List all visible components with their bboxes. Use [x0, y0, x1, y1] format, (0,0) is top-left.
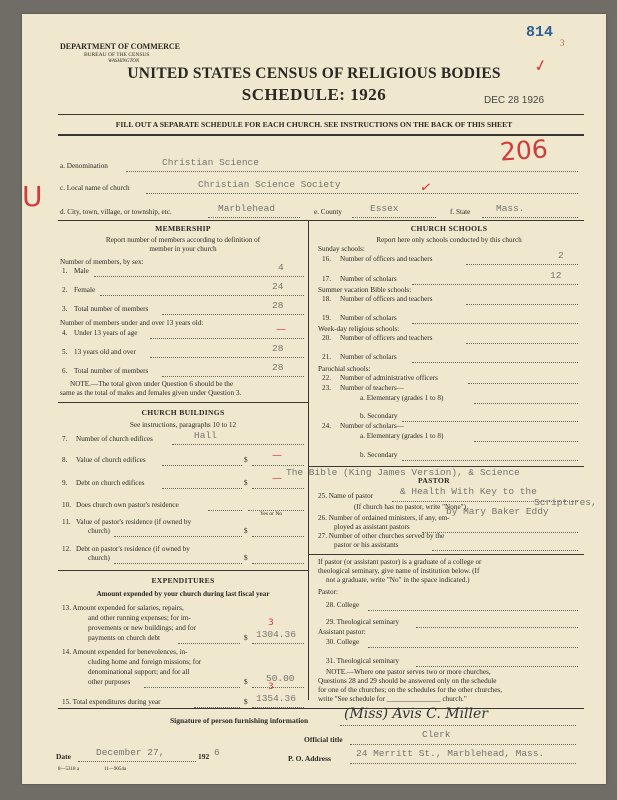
q14-line4: other purposes — [88, 678, 131, 686]
expenditures-sub: Amount expended by your church during last fiscal year — [96, 590, 270, 598]
q6-number: 6. — [62, 367, 68, 375]
q18-label: Number of officers and teachers — [340, 295, 433, 303]
buildings-title: CHURCH BUILDINGS — [141, 408, 225, 417]
q12-line — [114, 563, 242, 564]
pastor-rule — [308, 554, 584, 555]
q4-label: Under 13 years of age — [74, 329, 138, 337]
q17-label: Number of scholars — [340, 275, 397, 283]
q16-value: 2 — [558, 250, 564, 261]
q2-number: 2. — [62, 286, 68, 294]
city-line — [208, 217, 300, 218]
q4-line — [150, 338, 304, 339]
denomination-value: Christian Science — [162, 157, 259, 168]
q15-correction: 3 — [268, 682, 274, 692]
age-intro: Number of members under and over 13 years old: — [60, 319, 204, 327]
po-address-label: P. O. Address — [288, 754, 331, 763]
q8-value: — — [272, 450, 282, 461]
q11-label: Value of pastor's residence (if owned by — [76, 518, 192, 526]
q7-number: 7. — [62, 435, 68, 443]
q25-hint: (If church has no pastor, write "None") — [354, 503, 466, 511]
q3-value: 28 — [272, 300, 284, 311]
q19-line — [412, 323, 578, 324]
q13-line2: and other running expenses; for im- — [88, 614, 191, 622]
q28-label: 28. College — [326, 601, 360, 609]
city: WASHINGTON — [108, 59, 140, 64]
q27-line2: pastor or his assistants — [334, 541, 399, 549]
signature-label: Signature of person furnishing information — [170, 716, 309, 725]
q20-number: 20. — [322, 334, 331, 342]
yes-no-hint: Yes or No — [260, 511, 283, 517]
q30-line — [368, 647, 578, 648]
typed-pastor-line1: The Bible (King James Version), & Science — [286, 467, 520, 478]
q3-line — [162, 314, 304, 315]
check-mark-icon: ✓ — [532, 54, 550, 77]
q24a-line — [474, 441, 578, 442]
date-label: Date — [56, 752, 71, 761]
form-code-1: 8—5318 a — [58, 767, 79, 772]
q10-line — [208, 510, 242, 511]
q26-line — [422, 532, 578, 533]
bureau: BUREAU OF THE CENSUS — [84, 52, 150, 58]
q12-label: Debt on pastor's residence (if owned by — [76, 545, 190, 553]
q14-line1: 14. Amount expended for benevolences, in- — [62, 648, 188, 656]
grad-line2: theological seminary, give name of institution below. (If — [318, 567, 480, 575]
q23-number: 23. — [322, 384, 331, 392]
q7-label: Number of church edifices — [76, 435, 153, 443]
q24-label: Number of scholars— — [340, 422, 404, 430]
q28-line — [368, 610, 578, 611]
q11-dollar: $ — [244, 527, 248, 535]
q13-line4: payments on church debt — [88, 634, 161, 642]
q23a-label: a. Elementary (grades 1 to 8) — [360, 394, 444, 402]
column-divider — [308, 220, 309, 700]
city-label: d. City, town, village, or township, etc. — [60, 208, 172, 216]
q11-line — [114, 536, 242, 537]
q8-label: Value of church edifices — [76, 456, 146, 464]
q14-dollar: $ — [244, 678, 248, 686]
buildings-rule — [58, 570, 308, 571]
church-name-value: Christian Science Society — [198, 179, 341, 190]
q6-line — [162, 376, 304, 377]
date-value: December 27, — [96, 747, 165, 758]
q26-line2: ployed as assistant pastors — [334, 523, 410, 531]
weekday-label: Week-day religious schools: — [318, 325, 400, 333]
form-subtitle: SCHEDULE: 1926 — [241, 85, 387, 104]
city-value: Marblehead — [218, 203, 276, 214]
membership-intro1: Report number of members according to definition of — [105, 236, 261, 244]
denomination-line — [126, 171, 578, 172]
stamp-mark: 3 — [560, 38, 565, 48]
denomination-label: a. Denomination — [60, 162, 108, 170]
bottom-rule — [58, 708, 584, 709]
q26-line1: 26. Number of ordained ministers, if any, em- — [318, 514, 450, 522]
q25-label: 25. Name of pastor — [318, 492, 374, 500]
q21-label: Number of scholars — [340, 353, 397, 361]
q14-line — [144, 687, 240, 688]
q15-label: 15. Total expenditures during year — [62, 698, 161, 706]
department: DEPARTMENT OF COMMERCE — [60, 42, 181, 51]
q24b-line — [402, 460, 578, 461]
q11-number: 11. — [62, 518, 71, 526]
q5-number: 5. — [62, 348, 68, 356]
received-stamp-date: DEC 28 1926 — [484, 95, 545, 106]
q2-line — [100, 295, 304, 296]
q17-number: 17. — [322, 275, 331, 283]
q2-value: 24 — [272, 281, 284, 292]
pastor-note1: NOTE.—Where one pastor serves two or more churches, — [326, 668, 491, 676]
q21-line — [412, 362, 578, 363]
q8-number: 8. — [62, 456, 68, 464]
schools-sub: Report here only schools conducted by this church — [376, 236, 522, 244]
q13-dollar: $ — [244, 634, 248, 642]
handwritten-mark: U — [22, 180, 43, 213]
membership-note2: same as the total of males and females given under Question 3. — [60, 389, 242, 397]
q24b-label: b. Secondary — [360, 451, 398, 459]
q20-label: Number of officers and teachers — [340, 334, 433, 342]
county-value: Essex — [370, 203, 399, 214]
buildings-sub: See instructions, paragraphs 10 to 12 — [129, 421, 237, 429]
q13-line1: 13. Amount expended for salaries, repairs, — [62, 604, 184, 612]
q24a-label: a. Elementary (grades 1 to 8) — [360, 432, 444, 440]
q6-value: 28 — [272, 362, 284, 373]
pastor-title: PASTOR — [418, 476, 450, 485]
membership-intro2: member in your church — [149, 245, 217, 253]
q27-line — [432, 550, 578, 551]
year-value: 6 — [214, 747, 220, 758]
q22-number: 22. — [322, 374, 331, 382]
q13-value: 1304.36 — [256, 629, 296, 640]
q16-label: Number of officers and teachers — [340, 255, 433, 263]
q16-number: 16. — [322, 255, 331, 263]
q1-label: Male — [74, 267, 89, 275]
q7-line — [172, 444, 304, 445]
q17-value: 12 — [550, 270, 562, 281]
assistant-label: Assistant pastor: — [318, 628, 366, 636]
q22-line — [468, 383, 578, 384]
q13-line3: provements or new buildings; and for — [88, 624, 196, 632]
q9-line — [162, 488, 242, 489]
q18-line — [466, 304, 578, 305]
q15-dollar: $ — [244, 698, 248, 706]
official-title-label: Official title — [304, 735, 343, 744]
q22-label: Number of administrative officers — [340, 374, 438, 382]
q10-number: 10. — [62, 501, 71, 509]
membership-note1: NOTE.—The total given under Question 6 should be the — [70, 380, 234, 388]
state-value: Mass. — [496, 203, 525, 214]
q19-number: 19. — [322, 314, 331, 322]
q14-amount-line — [252, 687, 304, 688]
q9-dollar: $ — [244, 479, 248, 487]
typed-pastor-line4: by Mary Baker Eddy — [446, 506, 549, 517]
q9-amount-line — [252, 488, 304, 489]
q11-amount-line — [252, 536, 304, 537]
q11-label2: church) — [88, 527, 110, 535]
q12-dollar: $ — [244, 554, 248, 562]
q6-label: Total number of members — [74, 367, 149, 375]
tick-icon: ✓ — [418, 179, 434, 197]
q1-number: 1. — [62, 267, 68, 275]
q12-number: 12. — [62, 545, 71, 553]
sunday-label: Sunday schools: — [318, 245, 365, 253]
po-address-value: 24 Merritt St., Marblehead, Mass. — [356, 748, 545, 759]
membership-title: MEMBERSHIP — [155, 224, 211, 233]
signature-line — [340, 725, 576, 726]
grad-line3: not a graduate, write "No" in the space indicated.) — [326, 576, 470, 584]
q27-line1: 27. Number of other churches served by the — [318, 532, 445, 540]
q20-line — [466, 343, 578, 344]
q10-label: Does church own pastor's residence — [76, 501, 179, 509]
q23b-line — [402, 421, 578, 422]
q12-amount-line — [252, 563, 304, 564]
q1-value: 4 — [278, 262, 284, 273]
q29-line — [416, 627, 578, 628]
signature-value: (Miss) Avis C. Miller — [344, 706, 488, 722]
q21-number: 21. — [322, 353, 331, 361]
q23a-line — [474, 403, 578, 404]
form-title: UNITED STATES CENSUS OF RELIGIOUS BODIES — [127, 65, 501, 82]
q30-label: 30. College — [326, 638, 360, 646]
q5-line — [150, 357, 304, 358]
q1-line — [94, 276, 304, 277]
q14-line3: denominational support; and for all — [88, 668, 190, 676]
typed-pastor-line2: & Health With Key to the — [400, 486, 537, 497]
date-line — [78, 761, 196, 762]
q13-amount-line — [252, 643, 304, 644]
q16-line — [466, 264, 578, 265]
q14-value: 50.00 — [266, 673, 295, 684]
q2-label: Female — [74, 286, 96, 294]
pastor-note2: Questions 28 and 29 should be answered only on the schedule — [318, 677, 497, 685]
typed-pastor-line3: Scriptures, — [534, 497, 597, 508]
q15-value: 1354.36 — [256, 693, 296, 704]
pastor-note3: for one of the churches; on the schedules for the other churches, — [318, 686, 503, 694]
membership-rule — [58, 402, 308, 403]
q3-number: 3. — [62, 305, 68, 313]
church-name-label: c. Local name of church — [60, 184, 130, 192]
expenditures-title: EXPENDITURES — [151, 576, 215, 585]
q23b-label: b. Secondary — [360, 412, 398, 420]
q31-label: 31. Theological seminary — [326, 657, 400, 665]
q3-label: Total number of members — [74, 305, 149, 313]
q13-line — [178, 643, 240, 644]
official-title-value: Clerk — [422, 729, 451, 740]
county-label: e. County — [314, 208, 342, 216]
q4-number: 4. — [62, 329, 68, 337]
state-label: f. State — [450, 208, 471, 216]
q9-number: 9. — [62, 479, 68, 487]
q23-label: Number of teachers— — [340, 384, 404, 392]
q9-label: Debt on church edifices — [76, 479, 145, 487]
q7-value: Hall — [194, 430, 217, 441]
stamp-number: 814 — [526, 24, 554, 41]
q17-line — [412, 284, 578, 285]
q24-number: 24. — [322, 422, 331, 430]
handwritten-code: 206 — [499, 134, 549, 167]
q12-label2: church) — [88, 554, 110, 562]
by-sex-label: Number of members, by sex: — [60, 258, 144, 266]
q13-correction: 3 — [268, 618, 274, 628]
q18-number: 18. — [322, 295, 331, 303]
year-prefix: 192 — [198, 752, 210, 761]
pastor-note4: write "See schedule for _______________ church." — [318, 695, 467, 703]
q5-label: 13 years old and over — [74, 348, 136, 356]
census-schedule-form — [22, 14, 606, 784]
instruction-rule — [58, 134, 584, 136]
q19-label: Number of scholars — [340, 314, 397, 322]
county-line — [352, 217, 436, 218]
section-rule — [58, 220, 584, 221]
q8-line — [162, 465, 242, 466]
summer-label: Summer vacation Bible schools: — [318, 286, 412, 294]
q29-label: 29. Theological seminary — [326, 618, 400, 626]
official-title-line — [350, 744, 576, 745]
q4-value: — — [276, 324, 286, 335]
q31-line — [416, 666, 578, 667]
po-address-line — [350, 763, 576, 764]
pastor-label: Pastor: — [318, 588, 338, 596]
parochial-label: Parochial schools: — [318, 365, 371, 373]
grad-line1: If pastor (or assistant pastor) is a graduate of a college or — [318, 558, 482, 566]
q14-line2: cluding home and foreign missions; for — [88, 658, 202, 666]
instruction-line: FILL OUT A SEPARATE SCHEDULE FOR EACH CHURCH. SEE INSTRUCTIONS ON THE BACK OF THIS SHEET — [115, 120, 513, 129]
q8-amount-line — [252, 465, 304, 466]
state-line — [482, 217, 578, 218]
q5-value: 28 — [272, 343, 284, 354]
q9-value: — — [272, 473, 282, 484]
church-name-line — [146, 193, 578, 194]
form-code-2: 11—9054a — [104, 767, 127, 772]
schools-title: CHURCH SCHOOLS — [410, 224, 488, 233]
q8-dollar: $ — [244, 456, 248, 464]
header-rule — [58, 114, 584, 115]
